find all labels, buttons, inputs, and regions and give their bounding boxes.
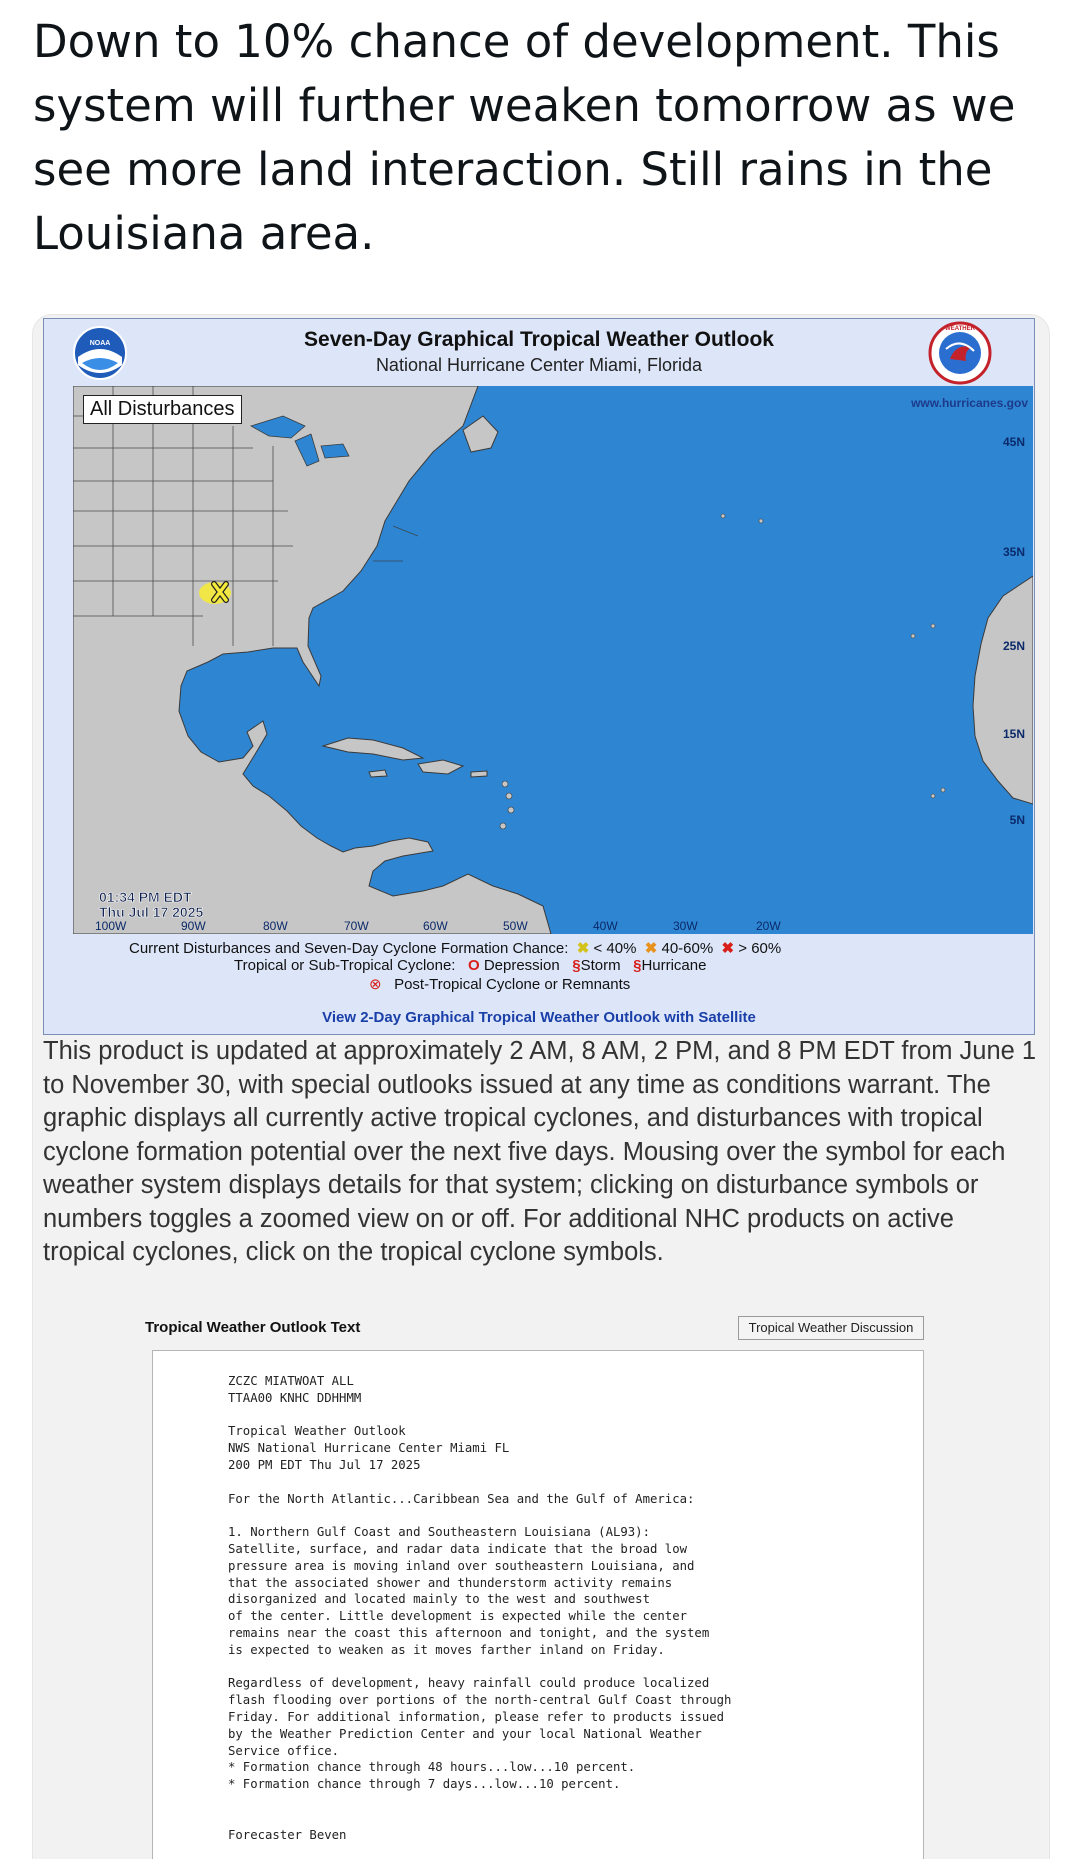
outlook-text: ZCZC MIATWOAT ALL TTAA00 KNHC DDHHMM Tropical Weather Outlook NWS National Hurricane Center Miami FL 200 PM EDT Thu Jul 17 2025 For the North Atlantic...Caribbean Sea and the Gulf of America: 1. Northern Gulf Coast and Southeastern Louisiana (AL93): Satellite, surface, and radar data indicate that the broad low pressure area is moving inland over southeastern Louisiana, and that the associated shower and thunderstorm activity remains disorganized and located mainly to the west and southwest of the center. Little development is expected while the center remains near the coast this afternoon and tonight, and the system is expected to weaken as it moves farther inland on Friday. Regardless of development, heavy rainfall could produce localized flash flooding over portions of the north-central Gulf Coast through Friday. For additional information, please refer to products issued by the Weather Prediction Center and your local National Weather Service office. * Formation chance through 48 hours...low...10 percent. * Formation chance through 7 days...low...10 percent. Forecaster Beven [228,1374,732,1842]
high-chance-icon: ✖ [717,940,739,957]
outlook-graphic [43,318,1035,1035]
outlook-title: Seven-Day Graphical Tropical Weather Outlook [304,328,774,351]
timestamp-date: Thu Jul 17 2025 [99,904,204,920]
two-section-label: Tropical Weather Outlook Text [145,1319,361,1336]
image-card[interactable] [32,314,1050,1859]
legend-medium: 40-60% [661,940,714,957]
lat-label: 25N [1002,639,1025,653]
land-newfoundland [463,416,498,452]
outlook-text-box[interactable] [152,1350,924,1859]
view-2day-link[interactable]: View 2-Day Graphical Tropical Weather Outlook with Satellite [322,1009,756,1026]
lat-label: 35N [1002,545,1025,559]
land-hispaniola [418,760,463,774]
legend-storm: Storm [580,957,621,974]
lon-label: 80W [263,919,288,933]
land-cuba [323,738,423,760]
hurricane-icon: § [624,957,642,974]
legend-formation-label: Current Disturbances and Seven-Day Cyclone Formation Chance: [129,940,569,957]
depression-icon: O [459,957,484,974]
land-north-america [73,386,551,934]
svg-text:NOAA: NOAA [89,340,111,347]
outlook-subtitle: National Hurricane Center Miami, Florida [375,355,703,375]
disturbance-al93[interactable] [199,582,231,604]
legend-cyclone-label: Tropical or Sub-Tropical Cyclone: [234,957,456,974]
medium-chance-icon: ✖ [640,940,662,957]
lon-label: 70W [344,919,369,933]
land-jamaica [369,770,387,777]
lat-label: 5N [1009,813,1025,827]
lon-label: 30W [673,919,698,933]
product-description: This product is updated at approximately 2 AM, 8 AM, 2 PM, and 8 PM EDT from June 1 to November 30, with special outlooks issued at any time as conditions warrant. The graphic displays all currently active tropical cyclones, and disturbances with tropical cyclone formation potential over the next five days. Mousing over the symbol for each weather system displays details for that system; clicking on disturbance symbols or numbers toggles a zoomed view on or off. For additional NHC products on active tropical cyclones, click on the tropical cyclone symbols. [43,1037,1037,1266]
lon-label: 20W [756,919,781,933]
post-text: Down to 10% chance of development. This system will further weaken tomorrow as we see more land interaction. Still rains in the Louisiana area. [33,15,1016,260]
legend-post-tropical: Post-Tropical Cyclone or Remnants [394,976,631,993]
site-url[interactable]: www.hurricanes.gov [911,396,1028,410]
lat-label: 15N [1002,727,1025,741]
lon-label: 60W [423,919,448,933]
lon-label: 100W [95,919,127,933]
outlook-map[interactable] [73,386,1033,934]
svg-text:WEATHER: WEATHER [945,326,975,332]
lon-label: 50W [503,919,528,933]
lon-label: 90W [181,919,206,933]
legend-depression: Depression [483,957,560,974]
legend-high: > 60% [738,940,782,957]
post-tropical-icon: ⊗ [369,976,395,993]
storm-icon: § [563,957,581,974]
mode-label[interactable]: All Disturbances [83,395,242,424]
timestamp-time: 01:34 PM EDT [99,889,192,905]
lon-label: 40W [593,919,618,933]
land-africa [973,576,1033,804]
land-puerto-rico [471,771,487,777]
legend-hurricane: Hurricane [641,957,707,974]
tropical-weather-discussion-button[interactable]: Tropical Weather Discussion [738,1316,924,1340]
low-chance-icon: ✖ [572,940,594,957]
lat-label: 45N [1002,435,1025,449]
legend-low: < 40% [593,940,637,957]
